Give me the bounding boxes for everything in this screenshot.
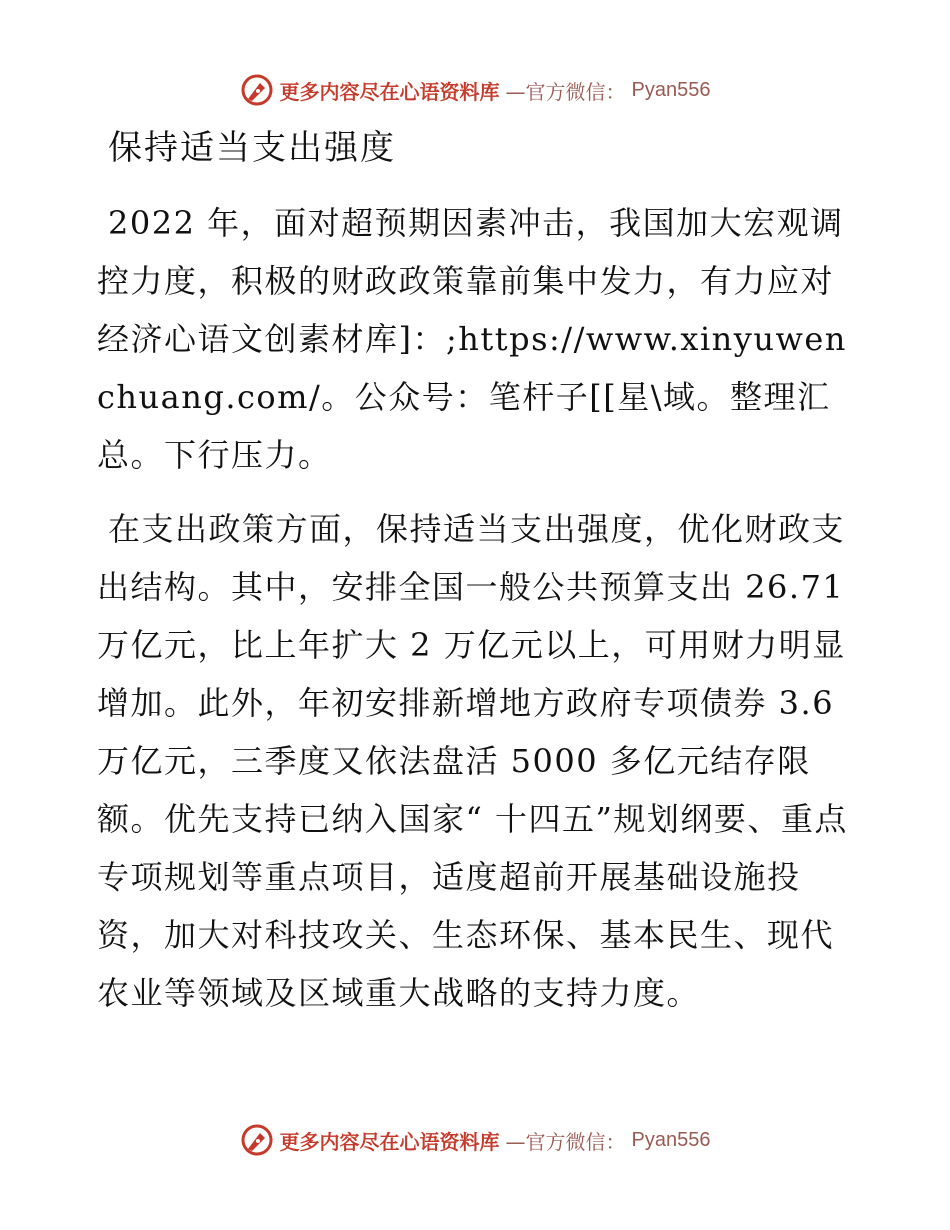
header-watermark-banner (0, 70, 950, 110)
footer-watermark-banner (0, 1120, 950, 1160)
watermark-main-text: 更多内容尽在心语资料库 (279, 79, 500, 104)
pen-nib-circle-icon (240, 1123, 274, 1157)
watermark-wechat-id: Pyan556 (631, 78, 711, 101)
body-paragraph-1: 2022 年，面对超预期因素冲击，我国加大宏观调控力度，积极的财政政策靠前集中发力，有力应对经济心语文创素材库]：;https://www.xinyuwenchuang.com/。公众号：笔杆子[[星\域。整理汇总。下行压力。 (97, 204, 847, 474)
pen-nib-circle-icon (240, 73, 274, 107)
watermark-sub-text: —官方微信： (505, 79, 626, 104)
section-heading: 保持适当支出强度 (108, 128, 396, 168)
watermark-wechat-id: Pyan556 (631, 1128, 711, 1151)
watermark-sub-text: —官方微信： (505, 1129, 626, 1154)
watermark-main-text: 更多内容尽在心语资料库 (279, 1129, 500, 1154)
body-paragraph-2: 在支出政策方面，保持适当支出强度，优化财政支出结构。其中，安排全国一般公共预算支出 26.71 万亿元，比上年扩大 2 万亿元以上，可用财力明显增加。此外，年初安排新增地方政府专项债券 3.6 万亿元，三季度又依法盘活 5000 多亿元结存限额。优先支持已纳入国家“ 十四五”规划纲要、重点专项规划等重点项目，适度超前开展基础设施投资，加大对科技攻关、生态环保、基本民生、现代农业等领域及区域重大战略的支持力度。 (97, 510, 848, 1012)
